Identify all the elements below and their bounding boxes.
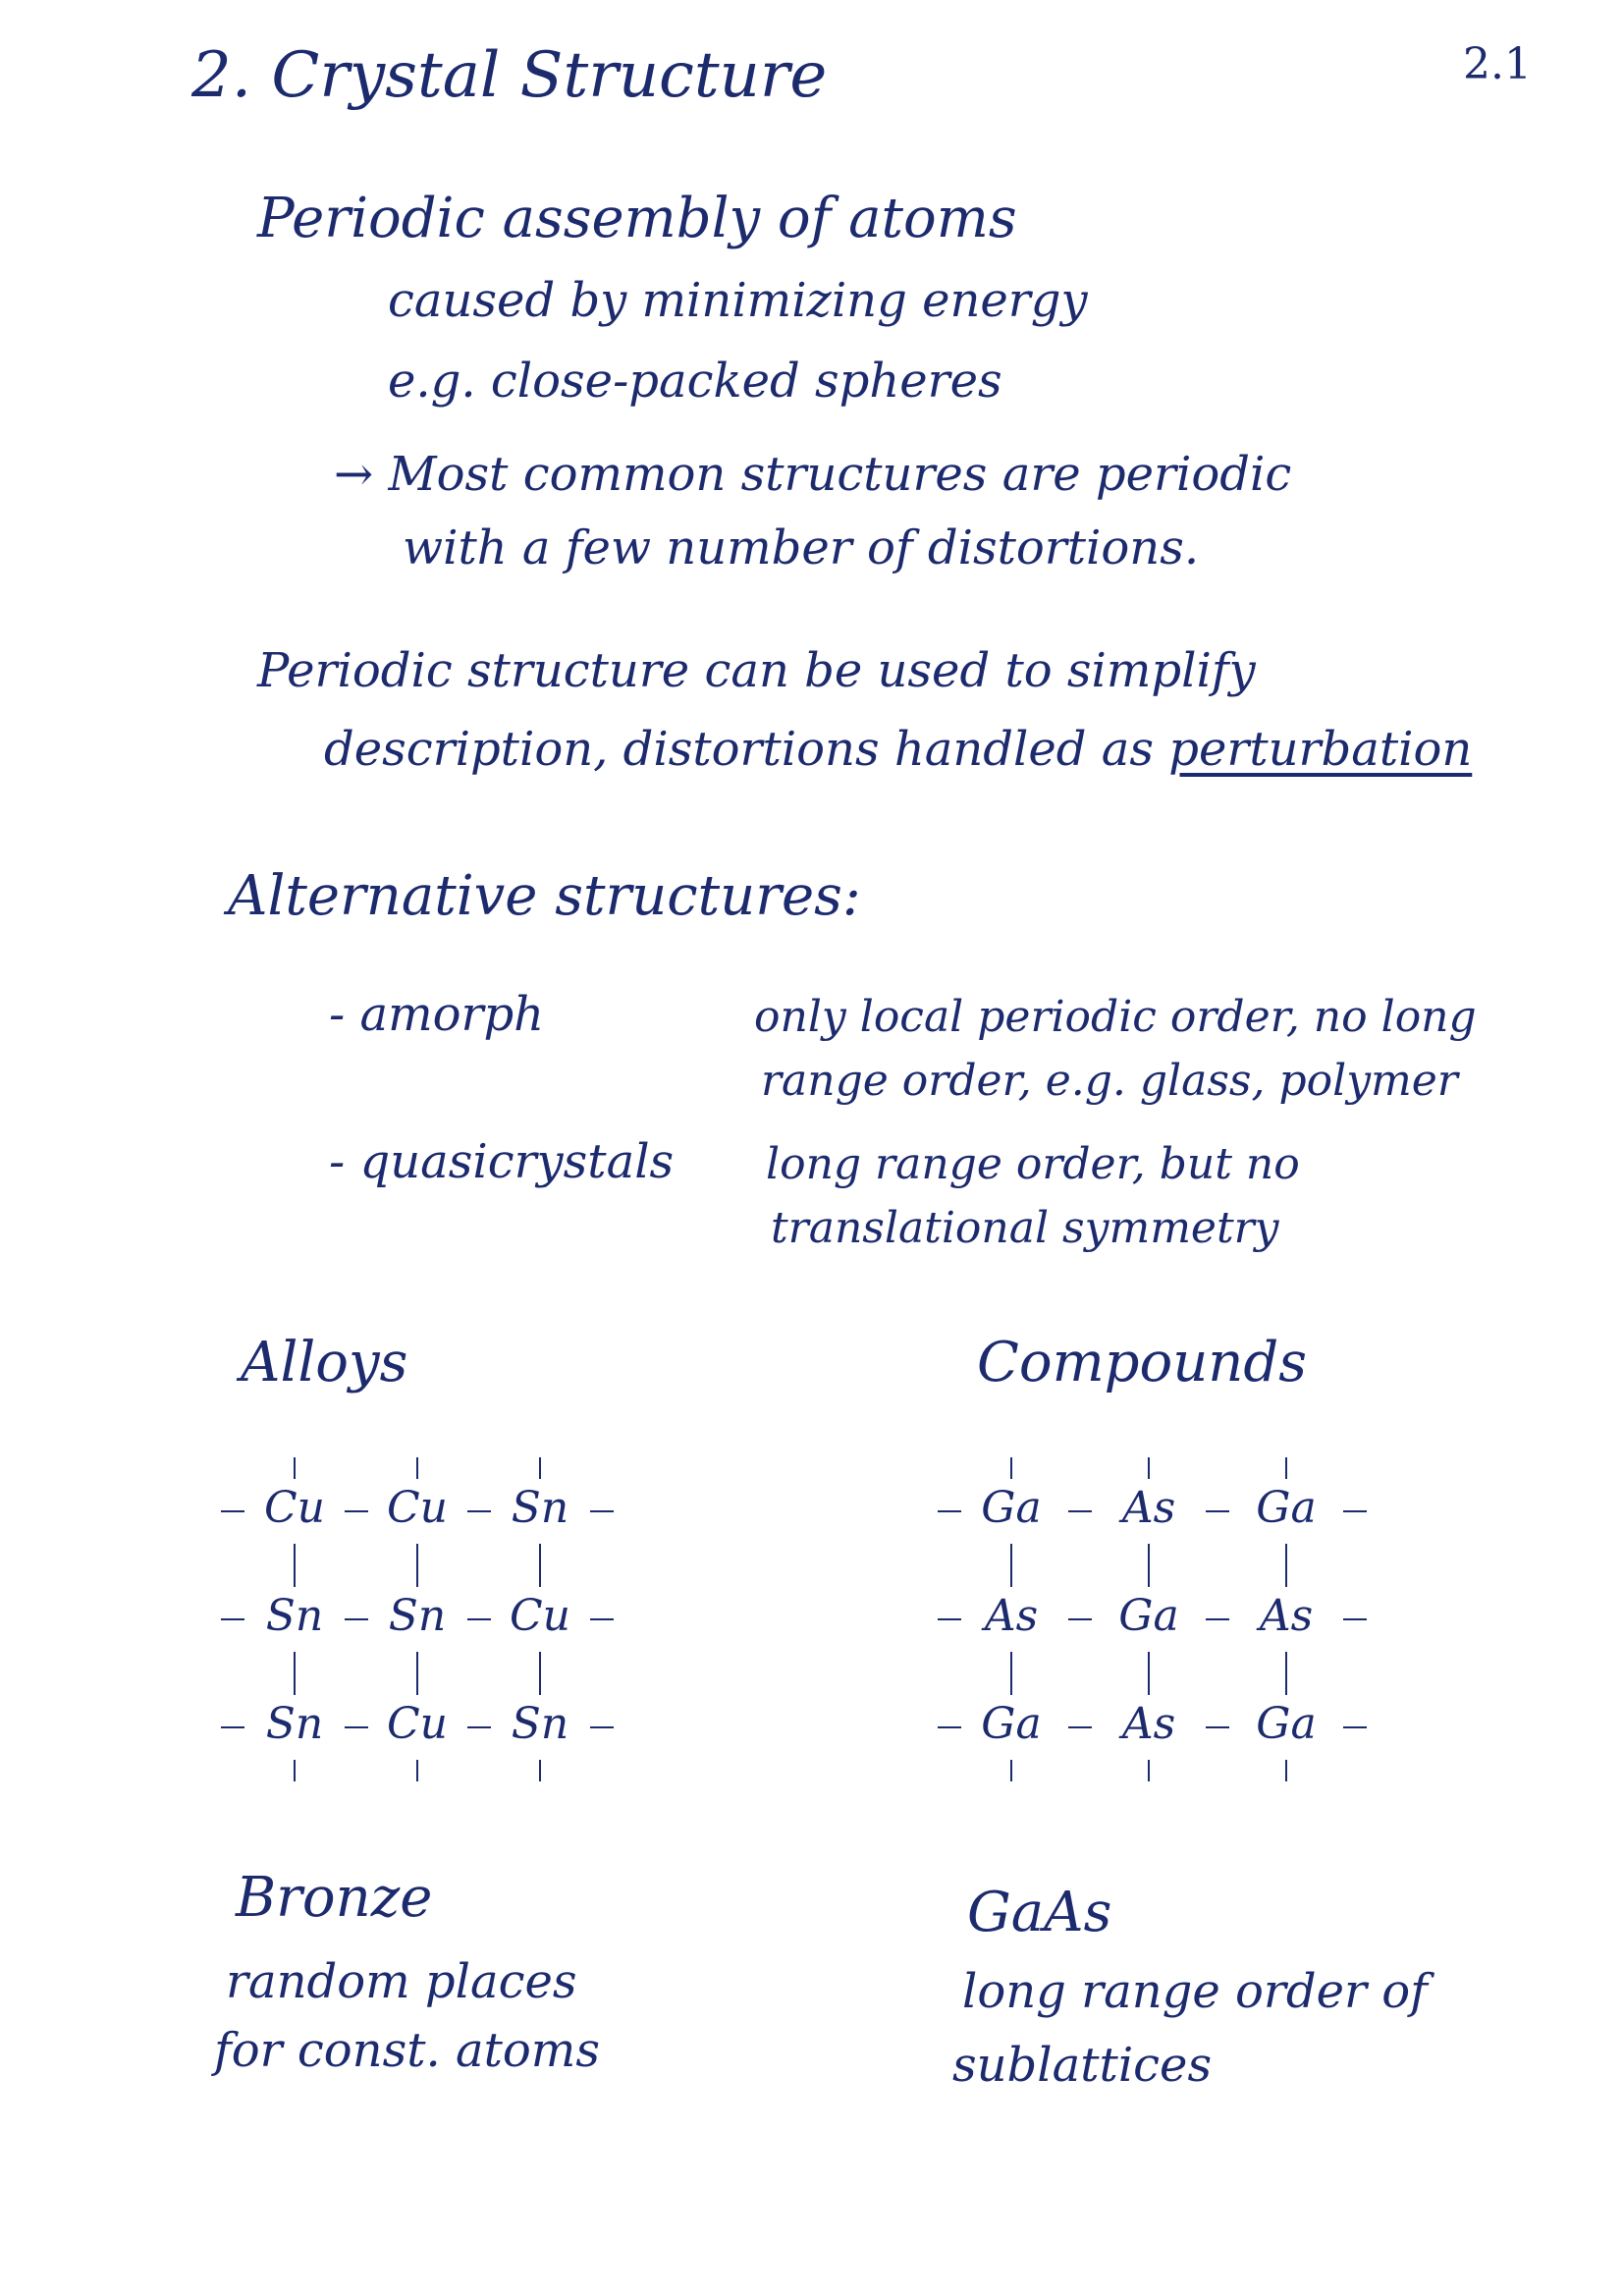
bond-line [1343, 1618, 1367, 1620]
bond-line [467, 1510, 491, 1512]
bond-line [1343, 1510, 1367, 1512]
compounds-heading: Compounds [977, 1331, 1307, 1394]
bond-line [416, 1760, 418, 1781]
term-amorph: - amorph [329, 987, 545, 1042]
bond-line [1206, 1510, 1229, 1512]
bond-line [1068, 1618, 1092, 1620]
bond-line [1206, 1726, 1229, 1728]
lattice-atom: Ga [981, 1699, 1042, 1749]
lattice-atom: Cu [386, 1699, 448, 1749]
lattice-atom: Ga [1118, 1591, 1179, 1641]
lattice-atom: Sn [511, 1483, 569, 1533]
bond-line [1285, 1544, 1287, 1565]
bond-line [1010, 1652, 1012, 1673]
bond-line [416, 1544, 418, 1565]
bond-line [1148, 1673, 1150, 1695]
lattice-atom: Ga [981, 1483, 1042, 1533]
note-line: with a few number of distortions. [403, 520, 1200, 575]
bond-line [539, 1673, 541, 1695]
bond-line [294, 1457, 296, 1479]
note-text: description, distortions handled as [324, 722, 1169, 777]
bond-line [1068, 1726, 1092, 1728]
term-description: translational symmetry [771, 1203, 1279, 1253]
note-line [324, 722, 1472, 777]
bond-line [221, 1618, 244, 1620]
bond-line [1148, 1760, 1150, 1781]
lattice-atom: Sn [265, 1699, 324, 1749]
emphasized-term: perturbation [1168, 722, 1473, 777]
note-line: e.g. close-packed spheres [388, 354, 1002, 409]
compound-lattice [928, 1444, 1380, 1797]
compound-description: sublattices [952, 2038, 1213, 2093]
lattice-atom: Sn [388, 1591, 447, 1641]
bond-line [539, 1544, 541, 1565]
lattice-atom: As [984, 1591, 1039, 1641]
term-description: long range order, but no [766, 1139, 1300, 1189]
section-heading-alternative: Alternative structures: [228, 864, 861, 928]
bond-line [416, 1652, 418, 1673]
page-number: 2.1 [1463, 39, 1532, 89]
bond-line [590, 1510, 614, 1512]
bond-line [294, 1673, 296, 1695]
lattice-atom: Ga [1256, 1483, 1317, 1533]
bond-line [294, 1652, 296, 1673]
bond-line [467, 1726, 491, 1728]
bond-line [1010, 1673, 1012, 1695]
bond-line [345, 1510, 368, 1512]
bond-line [1068, 1510, 1092, 1512]
bond-line [294, 1565, 296, 1587]
bond-line [539, 1565, 541, 1587]
bond-line [1285, 1457, 1287, 1479]
bond-line [1343, 1726, 1367, 1728]
bond-line [1206, 1618, 1229, 1620]
term-quasicrystals: - quasicrystals [329, 1134, 675, 1189]
bond-line [416, 1673, 418, 1695]
alloys-heading: Alloys [241, 1331, 408, 1394]
bond-line [467, 1618, 491, 1620]
note-line: caused by minimizing energy [388, 273, 1088, 328]
bond-line [938, 1618, 961, 1620]
alloy-example: Bronze [236, 1866, 433, 1930]
term-description: range order, e.g. glass, polymer [761, 1056, 1458, 1106]
bond-line [1148, 1652, 1150, 1673]
bond-line [1285, 1565, 1287, 1587]
bond-line [416, 1565, 418, 1587]
lattice-atom: Sn [265, 1591, 324, 1641]
lattice-atom: Ga [1256, 1699, 1317, 1749]
bond-line [294, 1544, 296, 1565]
bond-line [294, 1760, 296, 1781]
bond-line [1010, 1457, 1012, 1479]
lattice-atom: As [1121, 1699, 1176, 1749]
note-line: Periodic structure can be used to simplify [257, 643, 1256, 698]
bond-line [1148, 1457, 1150, 1479]
bond-line [539, 1652, 541, 1673]
bond-line [938, 1726, 961, 1728]
bond-line [1148, 1565, 1150, 1587]
bond-line [590, 1618, 614, 1620]
alloy-description: for const. atoms [214, 2023, 600, 2078]
bond-line [938, 1510, 961, 1512]
compound-example: GaAs [967, 1881, 1112, 1944]
bond-line [345, 1726, 368, 1728]
alloy-description: random places [226, 1954, 577, 2009]
bond-line [539, 1457, 541, 1479]
bond-line [1285, 1760, 1287, 1781]
compound-description: long range order of [962, 1964, 1428, 2019]
page-title: 2. Crystal Structure [191, 39, 828, 112]
bond-line [221, 1510, 244, 1512]
lattice-atom: As [1121, 1483, 1176, 1533]
bond-line [1010, 1544, 1012, 1565]
lattice-atom: Sn [511, 1699, 569, 1749]
alloy-lattice [211, 1444, 623, 1797]
lattice-atom: Cu [263, 1483, 325, 1533]
bond-line [1148, 1544, 1150, 1565]
bond-line [221, 1726, 244, 1728]
bond-line [590, 1726, 614, 1728]
bond-line [1285, 1673, 1287, 1695]
bond-line [539, 1760, 541, 1781]
note-line: → Most common structures are periodic [334, 447, 1292, 502]
lattice-atom: As [1259, 1591, 1314, 1641]
bond-line [1010, 1565, 1012, 1587]
bond-line [1010, 1760, 1012, 1781]
bond-line [345, 1618, 368, 1620]
section-heading-periodic: Periodic assembly of atoms [257, 187, 1017, 250]
lattice-atom: Cu [509, 1591, 570, 1641]
bond-line [416, 1457, 418, 1479]
bond-line [1285, 1652, 1287, 1673]
lattice-atom: Cu [386, 1483, 448, 1533]
term-description: only local periodic order, no long [754, 992, 1477, 1042]
